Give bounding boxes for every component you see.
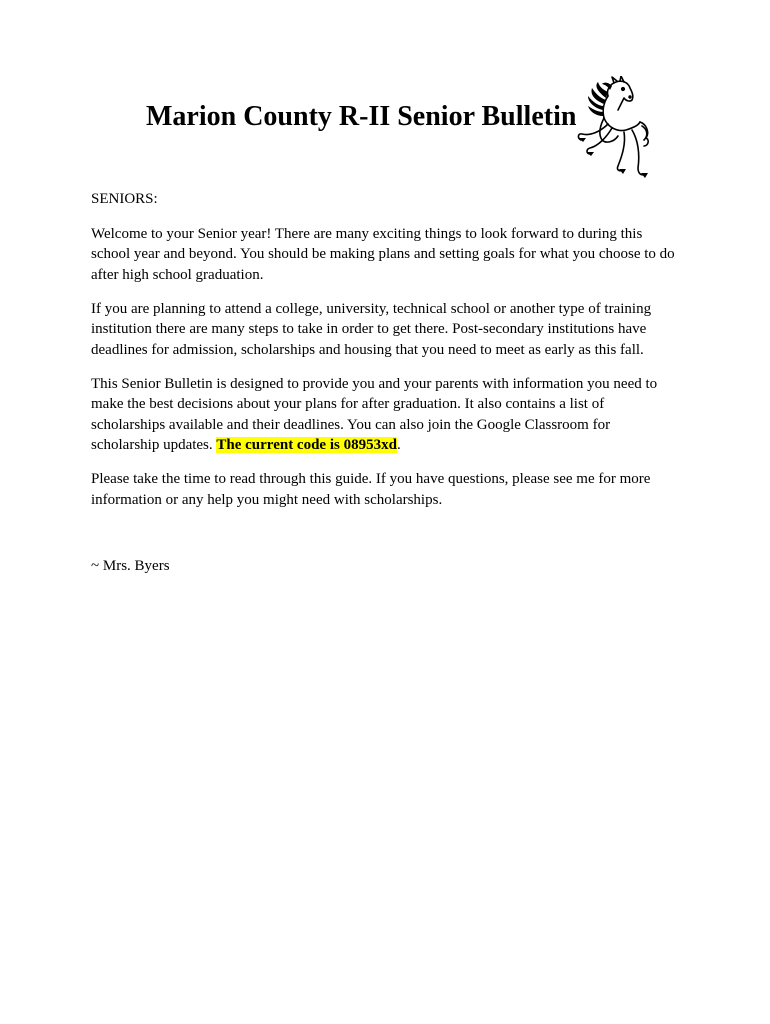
paragraph-planning: If you are planning to attend a college, university, technical school or another type of training institution there are many steps to take in order to get there. Post-secondary institutions have deadlines for admission, scholarships and housing that you need to meet as early as this fall. [91,300,652,358]
salutation: SENIORS: [91,191,158,207]
mustang-horse-icon [568,76,652,180]
paragraph-bulletin-info [91,374,681,456]
paragraph-bulletin-text: This Senior Bulletin is designed to provide you and your parents with information you need to make the best decisions about your plans for after graduation. It also contains a list of scholarships available and their deadlines. You can also join the Google Classroom for scholarship updates. [91,375,658,453]
signature: ~ Mrs. Byers [91,558,170,574]
paragraph-bulletin-end: . [396,437,401,453]
bulletin-body [91,189,681,590]
paragraph-welcome: Welcome to your Senior year! There are many exciting things to look forward to during this school year and beyond. You should be making plans and setting goals for what you choose to do after high school graduation. [91,225,675,283]
paragraph-questions: Please take the time to read through this guide. If you have questions, please see me for more information or any help you might need with scholarships. [91,471,651,508]
classroom-code-highlight: The current code is 08953xd [216,437,397,453]
page-title: Marion County R-II Senior Bulletin [146,101,577,132]
